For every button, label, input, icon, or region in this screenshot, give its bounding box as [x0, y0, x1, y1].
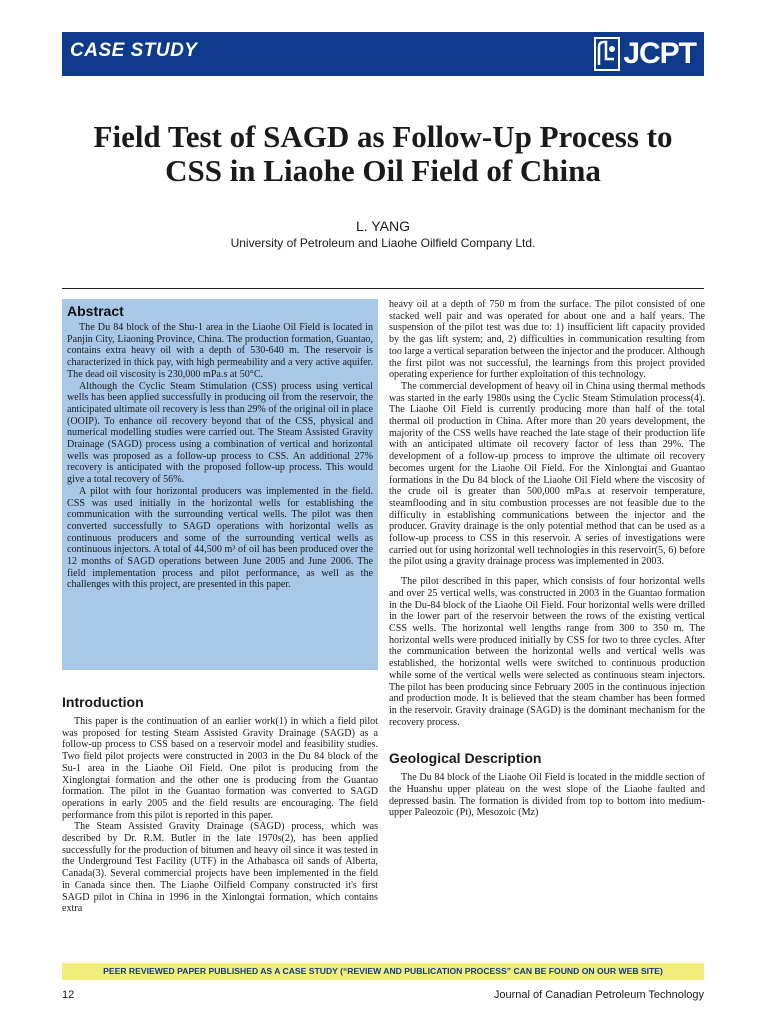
abstract-box — [62, 299, 378, 670]
geological-paragraph: The Du 84 block of the Liaohe Oil Field is located in the middle section of the Huanshu upper plateau on the west slope of the Liaohe faulted and depressed basin. The formation is divided from top to bottom into medium-upper Paleozoic (Pt), Mesozoic (Mz) — [389, 772, 705, 819]
body-paragraph: The commercial development of heavy oil in China using thermal methods was started in the early 1980s using the Cyclic Steam Stimulation process(4). The Liaohe Oil Field is currently producing more than half of the total thermal oil production in China. After more than 20 years development, the majority of the CSS wells have reached the late stage of their production life with an anticipated ultimate oil recovery factor of less than 29%. The development of a follow-up process to improve the ultimate oil recovery becomes urgent for the Liaohe Oil Field. For the Xinlongtai and Guantao formations in the Du 84 block of the Liaohe Oil Field where the viscosity of the crude oil is greater than 500,000 mPa.s at reservoir temperature, steamflooding and in situ combustion processes are not feasible due to the difficulty in establishing communications between the injector and the producer. Gravity drainage is the only potential method that can be used as a follow-up process to CSS in this reservoir. A series of investigations were carried out for using horizontal well technologies in this reservoir(5, 6) before the pilot using a gravity drainage process was implemented in 2003. — [389, 380, 705, 568]
author-name: L. YANG — [356, 218, 410, 234]
peer-review-note: PEER REVIEWED PAPER PUBLISHED AS A CASE STUDY (“REVIEW AND PUBLICATION PROCESS” CAN BE FOUND ON OUR WEB SITE) — [62, 963, 704, 980]
logo-mark-icon — [594, 37, 620, 71]
title-divider — [62, 288, 704, 289]
jcpt-logo — [594, 35, 696, 73]
abstract-paragraph: Although the Cyclic Steam Stimulation (CSS) process using vertical wells has been applied successfully in producing oil from the reservoir, the anticipated ultimate oil recovery is less than 29% of the original oil in place (OOIP). To enhance oil recovery beyond that of the CSS, physical and numerical modelling studies were carried out. The Steam Assisted Gravity Drainage (SAGD) process using a combination of vertical and horizontal wells was proposed as a follow-up process to CSS. An additional 27% recovery is anticipated with the proposed follow-up process. This would give a total recovery of 56%. — [67, 380, 373, 486]
abstract-paragraph: The Du 84 block of the Shu-1 area in the Liaohe Oil Field is located in Panjin City, Liaoning Province, China. The production formation, Guantao, contains extra heavy oil with a depth of 530-640 m. The reservoir is characterized in thick pay, with high permeability and a very active aquifer. The dead oil viscosity is 230,000 mPa.s at 50°C. — [67, 322, 373, 380]
abstract-paragraph: A pilot with four horizontal producers was implemented in the field. CSS was used initially in the horizontal wells for establishing the communication with the surrounding vertical wells. The pilot was then converted successfully to SAGD operations with horizontal wells as continuous producers and some of the surrounding vertical wells as continuous injectors. A total of 44,500 m³ of oil has been produced over the 12 months of SAGD operations between June 2005 and June 2006. The field implementation process and pilot performance, as well as the challenges with this project, are presented in this paper. — [67, 485, 373, 591]
paper-title: Field Test of SAGD as Follow-Up Process to CSS in Liaohe Oil Field of China — [93, 119, 673, 188]
section-gap — [389, 728, 705, 736]
introduction-section — [62, 690, 378, 958]
author-affiliation: University of Petroleum and Liaohe Oilfield Company Ltd. — [230, 236, 536, 250]
right-column — [389, 299, 705, 959]
page-number: 12 — [62, 989, 75, 1001]
introduction-paragraph: The Steam Assisted Gravity Drainage (SAGD) process, which was described by Dr. R.M. Butler in the late 1970s(2), has been applied successfully for the production of bitumen and heavy oil since it was tested in the Underground Test Facility (UTF) in the Athabasca oil sands of Alberta, Canada(3). Several commercial projects have been implemented in the field in Canada since then. The Liaohe Oilfield Company constructed it's first SAGD pilot in China in 1996 in the Xinlongtai formation, which contains extra — [62, 821, 378, 915]
abstract-heading: Abstract — [67, 303, 124, 319]
introduction-paragraph: This paper is the continuation of an earlier work(1) in which a field pilot was proposed for testing Steam Assisted Gravity Drainage (SAGD) as a follow-up process to CSS based on a reservoir model and feasibility studies. Two field pilot projects were constructed in 2003 in the Du 84 block of the Su-1 area in the Liaohe Oil Field. One pilot is producing from the Xinglongtai formation and the other one is producing from the Guantao formation. The pilot in the Guantao formation was converted to SAGD operations in early 2005 and the field results are encouraging. The field performance from this pilot is reported in this paper. — [62, 716, 378, 821]
body-paragraph: heavy oil at a depth of 750 m from the surface. The pilot consisted of one stacked well pair and was operated for about one and a half years. The suspension of the pilot test was due to: 1) insufficient lift capacity provided by the gas lift system; and, 2) difficulties in communication resulting from too large a vertical separation between the injector and the producer. Although the first pilot was not successful, the learnings from this project provided operating experience for further exploitation of this technology. — [389, 299, 705, 381]
case-study-banner — [62, 32, 704, 76]
banner-label: CASE STUDY — [70, 40, 198, 61]
body-paragraph: The pilot described in this paper, which consists of four horizontal wells and over 25 vertical wells, was constructed in 2003 in the Guantao formation in the Du-84 block of the Liaohe Oil Field. Four horizontal wells were drilled in the lower part of the reservoir between the rows of the existing vertical CSS wells. The horizontal well lengths range from 300 to 350 m. The horizontal wells were produced initially by CSS for two to three cycles. After the communication between the horizontal wells and vertical wells was established, the horizontal wells were switched to continuous production while some of the vertical wells were selected as continuous steam injectors. The pilot has been producing since February 2005 in the continuous injection and production mode. It is believed that the steam chamber has been formed in the reservoir. Gravity drainage (SAGD) is the dominant mechanism for the recovery process. — [389, 576, 705, 728]
journal-name: Journal of Canadian Petroleum Technology — [493, 989, 704, 1001]
paragraph-gap — [389, 568, 705, 576]
introduction-heading: Introduction — [62, 694, 144, 710]
geological-heading: Geological Description — [389, 750, 542, 767]
logo-text: JCPT — [623, 37, 696, 70]
